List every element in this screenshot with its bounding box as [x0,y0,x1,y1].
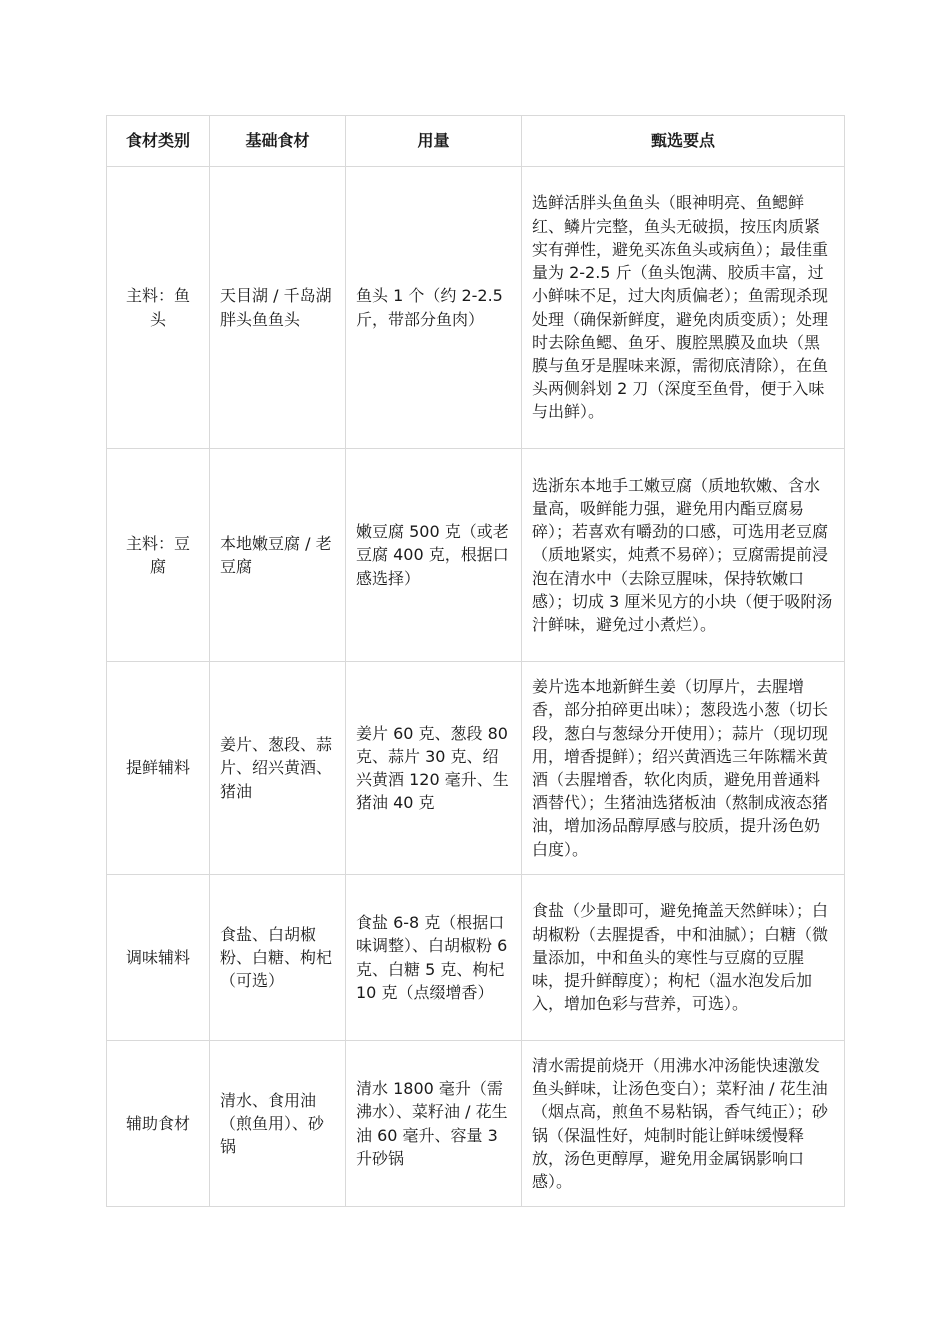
header-amount: 用量 [346,116,522,167]
ingredient-table [106,115,845,1207]
cell-category: 调味辅料 [107,875,210,1041]
cell-ingredient: 食盐、白胡椒粉、白糖、枸杞（可选） [210,875,346,1041]
cell-tips: 食盐（少量即可，避免掩盖天然鲜味）；白胡椒粉（去腥提香，中和油腻）；白糖（微量添加，中和鱼头的寒性与豆腐的豆腥味，提升鲜醇度）；枸杞（温水泡发后加入，增加色彩与营养，可选）。 [522,875,845,1041]
cell-amount: 姜片 60 克、葱段 80 克、蒜片 30 克、绍兴黄酒 120 毫升、生猪油 40 克 [346,662,522,875]
table-row [107,662,845,875]
cell-amount: 嫩豆腐 500 克（或老豆腐 400 克，根据口感选择） [346,449,522,662]
header-ingredient: 基础食材 [210,116,346,167]
header-category: 食材类别 [107,116,210,167]
table-row [107,875,845,1041]
cell-ingredient: 清水、食用油（煎鱼用）、砂锅 [210,1041,346,1207]
cell-ingredient: 姜片、葱段、蒜片、绍兴黄酒、猪油 [210,662,346,875]
table-row [107,449,845,662]
cell-ingredient: 本地嫩豆腐 / 老豆腐 [210,449,346,662]
cell-tips: 姜片选本地新鲜生姜（切厚片，去腥增香，部分拍碎更出味）；葱段选小葱（切长段，葱白与葱绿分开使用）；蒜片（现切现用，增香提鲜）；绍兴黄酒选三年陈糯米黄酒（去腥增香，软化肉质，避免用普通料酒替代）；生猪油选猪板油（熬制成液态猪油，增加汤品醇厚感与胶质，提升汤色奶白度）。 [522,662,845,875]
table-row [107,167,845,449]
cell-category: 主料：豆腐 [107,449,210,662]
cell-tips: 清水需提前烧开（用沸水冲汤能快速激发鱼头鲜味，让汤色变白）；菜籽油 / 花生油（烟点高，煎鱼不易粘锅，香气纯正）；砂锅（保温性好，炖制时能让鲜味缓慢释放，汤色更醇厚，避免用金属锅影响口感）。 [522,1041,845,1207]
cell-amount: 鱼头 1 个（约 2-2.5 斤，带部分鱼肉） [346,167,522,449]
table-header-row [107,116,845,167]
cell-category: 主料：鱼头 [107,167,210,449]
table-row [107,1041,845,1207]
cell-tips: 选鲜活胖头鱼鱼头（眼神明亮、鱼鳃鲜红、鳞片完整，鱼头无破损，按压肉质紧实有弹性，避免买冻鱼头或病鱼）；最佳重量为 2-2.5 斤（鱼头饱满、胶质丰富，过小鲜味不足，过大肉质偏老）；鱼需现杀现处理（确保新鲜度，避免肉质变质）；处理时去除鱼鳃、鱼牙、腹腔黑膜及血块（黑膜与鱼牙是腥味来源，需彻底清除），在鱼头两侧斜划 2 刀（深度至鱼骨，便于入味与出鲜）。 [522,167,845,449]
cell-ingredient: 天目湖 / 千岛湖胖头鱼鱼头 [210,167,346,449]
cell-tips: 选浙东本地手工嫩豆腐（质地软嫩、含水量高，吸鲜能力强，避免用内酯豆腐易碎）；若喜欢有嚼劲的口感，可选用老豆腐（质地紧实，炖煮不易碎）；豆腐需提前浸泡在清水中（去除豆腥味，保持软嫩口感）；切成 3 厘米见方的小块（便于吸附汤汁鲜味，避免过小煮烂）。 [522,449,845,662]
header-tips: 甄选要点 [522,116,845,167]
cell-amount: 食盐 6-8 克（根据口味调整）、白胡椒粉 6 克、白糖 5 克、枸杞 10 克（点缀增香） [346,875,522,1041]
cell-category: 辅助食材 [107,1041,210,1207]
ingredient-table-container [106,115,844,1207]
cell-amount: 清水 1800 毫升（需沸水）、菜籽油 / 花生油 60 毫升、容量 3 升砂锅 [346,1041,522,1207]
cell-category: 提鲜辅料 [107,662,210,875]
